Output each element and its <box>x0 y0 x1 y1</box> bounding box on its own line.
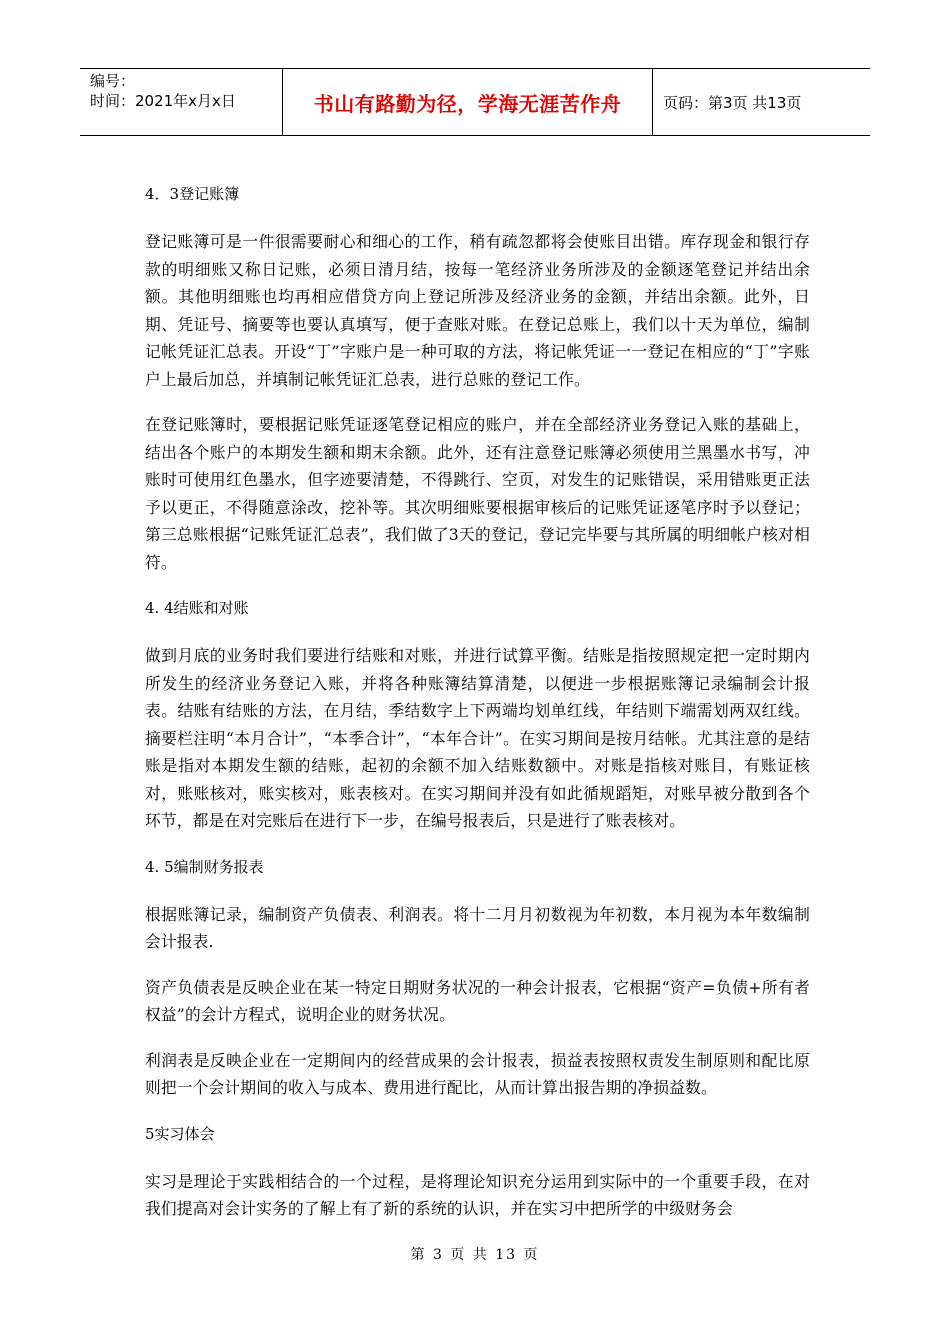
section-5 <box>145 1120 810 1223</box>
section-heading: 4. 4结账和对账 <box>145 599 249 617</box>
paragraph: 根据账簿记录，编制资产负债表、利润表。将十二月月初数视为年初数，本月视为本年数编制会计报表. <box>145 904 810 951</box>
section-4-4 <box>145 594 810 835</box>
page-header <box>80 68 870 136</box>
section-heading: 5实习体会 <box>145 1124 215 1143</box>
section-heading: 4. 5编制财务报表 <box>145 857 264 876</box>
header-meta <box>80 69 283 135</box>
page-footer: 第 3 页 共 13 页 <box>410 1247 540 1263</box>
document-number-label: 编号： <box>90 72 136 90</box>
document-date: 时间：2021年x月x日 <box>90 92 236 110</box>
header-page-info: 页码：第3页 共13页 <box>663 93 802 112</box>
paragraph: 做到月底的业务时我们要进行结账和对账，并进行试算平衡。结账是指按照规定把一定时期内所发生的经济业务登记入账，并将各种账簿结算清楚，以便进一步根据账簿记录编制会计报表。结账有结账的方法，在月结，季结数字上下两端均划单红线，年结则下端需划两双红线。摘要栏注明“本月合计”，“本季合计”，“本年合计”。在实习期间是按月结帐。尤其注意的是结账是指对本期发生额的结账，起初的余额不加入结账数额中。对账是指核对账目，有账证核对，账账核对，账实核对，账表核对。在实习期间并没有如此循规蹈矩，对账早被分散到各个环节，都是在对完账后在进行下一步，在编号报表后，只是进行了账表核对。 <box>145 646 810 830</box>
paragraph: 登记账簿可是一件很需要耐心和细心的工作，稍有疏忽都将会使账目出错。库存现金和银行存款的明细账又称日记账，必须日清月结，按每一笔经济业务所涉及的金额逐笔登记并结出余额。其他明细账也均再相应借贷方向上登记所涉及经济业务的金额，并结出余额。此外，日期、凭证号、摘要等也要认真填写，便于查账对账。在登记总账上，我们以十天为单位，编制记帐凭证汇总表。开设“丁”字账户是一种可取的方法，将记帐凭证一一登记在相应的“丁”字账户上最后加总，并填制记帐凭证汇总表，进行总账的登记工作。 <box>145 232 810 389</box>
header-motto: 书山有路勤为径，学海无涯苦作舟 <box>283 69 653 135</box>
section-heading: 4．3登记账簿 <box>145 185 240 203</box>
paragraph: 在登记账簿时，要根据记账凭证逐笔登记相应的账户，并在全部经济业务登记入账的基础上，结出各个账户的本期发生额和期末余额。此外，还有注意登记账簿必须使用兰黑墨水书写，冲账时可使用红色墨水，但字迹要清楚，不得跳行、空页，对发生的记账错误，采用错账更正法予以更正，不得随意涂改，挖补等。其次明细账要根据审核后的记账凭证逐笔序时予以登记；第三总账根据“记账凭证汇总表”，我们做了3天的登记，登记完毕要与其所属的明细帐户核对相符。 <box>145 415 810 572</box>
section-4-3 <box>145 180 810 576</box>
paragraph: 实习是理论于实践相结合的一个过程，是将理论知识充分运用到实际中的一个重要手段，在对我们提高对会计实务的了解上有了新的系统的认识，并在实习中把所学的中级财务会 <box>145 1171 810 1218</box>
section-4-5 <box>145 853 810 1102</box>
document-body <box>145 180 810 1241</box>
paragraph: 资产负债表是反映企业在某一特定日期财务状况的一种会计报表，它根据“资产=负债+所有者权益”的会计方程式，说明企业的财务状况。 <box>145 977 810 1024</box>
paragraph: 利润表是反映企业在一定期间内的经营成果的会计报表，损益表按照权责发生制原则和配比原则把一个会计期间的收入与成本、费用进行配比，从而计算出报告期的净损益数。 <box>145 1050 810 1097</box>
